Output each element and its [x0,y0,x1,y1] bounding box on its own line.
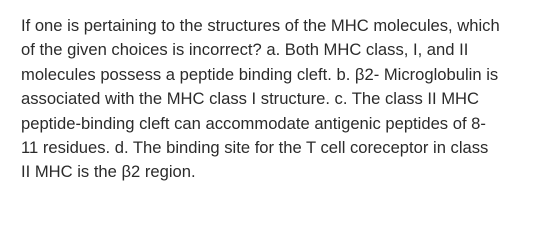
question-line: of the given choices is incorrect? a. Both MHC class, I, and II [21,40,469,60]
question-line: peptide-binding cleft can accommodate antigenic peptides of 8- [21,113,486,133]
question-line: molecules possess a peptide binding cleft. b. β2- Microglobulin is [21,64,499,84]
question-line: If one is pertaining to the structures of the MHC molecules, which [21,16,500,35]
question-line: 11 residues. d. The binding site for the T cell coreceptor in class [21,138,489,158]
question-line: II MHC is the β2 region. [21,162,196,182]
question-text [21,14,546,185]
question-line: associated with the MHC class I structure. c. The class II MHC [21,89,480,109]
